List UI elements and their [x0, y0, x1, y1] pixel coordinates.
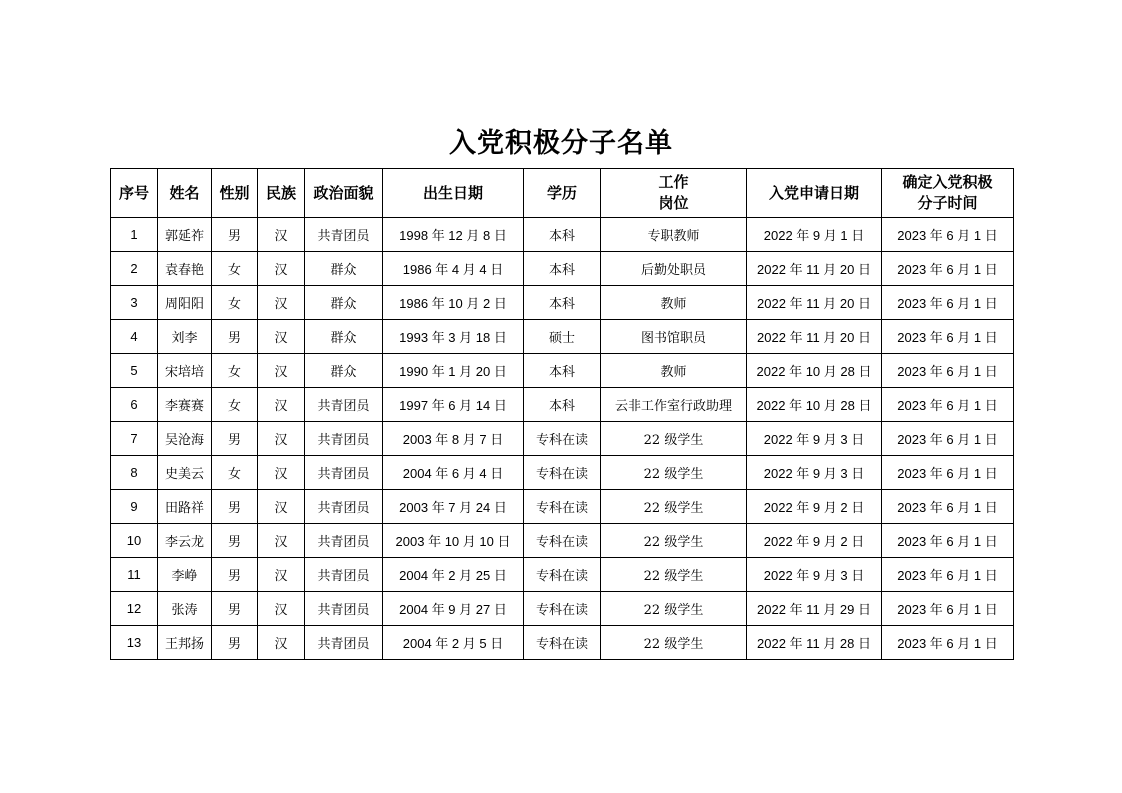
cell-ethnicity: 汉 — [258, 320, 305, 354]
cell-ethnicity: 汉 — [258, 388, 305, 422]
cell-political-status: 共青团员 — [305, 558, 383, 592]
table-row — [111, 218, 1014, 252]
header-name: 姓名 — [158, 169, 212, 218]
cell-confirm-date: 2023 年 6 月 1 日 — [882, 592, 1014, 626]
cell-seq: 11 — [111, 558, 158, 592]
cell-ethnicity: 汉 — [258, 456, 305, 490]
cell-confirm-date: 2023 年 6 月 1 日 — [882, 218, 1014, 252]
header-confirm-date — [882, 169, 1014, 218]
cell-education: 专科在读 — [524, 490, 601, 524]
cell-apply-date: 2022 年 11 月 29 日 — [747, 592, 882, 626]
cell-ethnicity: 汉 — [258, 252, 305, 286]
cell-gender: 女 — [212, 354, 258, 388]
header-education: 学历 — [524, 169, 601, 218]
cell-gender: 男 — [212, 422, 258, 456]
cell-post: 专职教师 — [601, 218, 747, 252]
table-row — [111, 490, 1014, 524]
cell-ethnicity: 汉 — [258, 422, 305, 456]
cell-political-status: 群众 — [305, 286, 383, 320]
table-row — [111, 524, 1014, 558]
cell-name: 刘李 — [158, 320, 212, 354]
cell-political-status: 群众 — [305, 320, 383, 354]
cell-post: 22 级学生 — [601, 490, 747, 524]
header-birth-date: 出生日期 — [383, 169, 524, 218]
cell-ethnicity: 汉 — [258, 490, 305, 524]
cell-political-status: 共青团员 — [305, 422, 383, 456]
header-post — [601, 169, 747, 218]
cell-political-status: 共青团员 — [305, 626, 383, 660]
cell-birth-date: 2004 年 9 月 27 日 — [383, 592, 524, 626]
header-gender: 性别 — [212, 169, 258, 218]
cell-education: 专科在读 — [524, 626, 601, 660]
cell-seq: 1 — [111, 218, 158, 252]
cell-confirm-date: 2023 年 6 月 1 日 — [882, 490, 1014, 524]
cell-political-status: 共青团员 — [305, 456, 383, 490]
cell-post: 22 级学生 — [601, 456, 747, 490]
cell-political-status: 群众 — [305, 354, 383, 388]
cell-seq: 8 — [111, 456, 158, 490]
cell-confirm-date: 2023 年 6 月 1 日 — [882, 422, 1014, 456]
cell-post: 22 级学生 — [601, 422, 747, 456]
cell-seq: 2 — [111, 252, 158, 286]
cell-name: 史美云 — [158, 456, 212, 490]
cell-post: 22 级学生 — [601, 592, 747, 626]
cell-education: 本科 — [524, 388, 601, 422]
header-political-status: 政治面貌 — [305, 169, 383, 218]
table-row — [111, 558, 1014, 592]
cell-gender: 男 — [212, 524, 258, 558]
cell-birth-date: 1986 年 10 月 2 日 — [383, 286, 524, 320]
table-row — [111, 388, 1014, 422]
cell-name: 袁春艳 — [158, 252, 212, 286]
cell-seq: 4 — [111, 320, 158, 354]
cell-political-status: 群众 — [305, 252, 383, 286]
table-row — [111, 422, 1014, 456]
cell-birth-date: 1997 年 6 月 14 日 — [383, 388, 524, 422]
cell-ethnicity: 汉 — [258, 558, 305, 592]
cell-confirm-date: 2023 年 6 月 1 日 — [882, 320, 1014, 354]
table-row — [111, 320, 1014, 354]
cell-birth-date: 1998 年 12 月 8 日 — [383, 218, 524, 252]
cell-confirm-date: 2023 年 6 月 1 日 — [882, 524, 1014, 558]
cell-name: 李赛赛 — [158, 388, 212, 422]
cell-post: 云非工作室行政助理 — [601, 388, 747, 422]
cell-birth-date: 2004 年 6 月 4 日 — [383, 456, 524, 490]
cell-seq: 12 — [111, 592, 158, 626]
table-row — [111, 252, 1014, 286]
cell-gender: 男 — [212, 490, 258, 524]
cell-name: 王邦扬 — [158, 626, 212, 660]
cell-ethnicity: 汉 — [258, 626, 305, 660]
cell-post: 图书馆职员 — [601, 320, 747, 354]
cell-name: 李峥 — [158, 558, 212, 592]
cell-seq: 6 — [111, 388, 158, 422]
cell-gender: 女 — [212, 456, 258, 490]
cell-education: 本科 — [524, 354, 601, 388]
cell-seq: 13 — [111, 626, 158, 660]
cell-post: 22 级学生 — [601, 626, 747, 660]
cell-confirm-date: 2023 年 6 月 1 日 — [882, 286, 1014, 320]
cell-seq: 7 — [111, 422, 158, 456]
cell-gender: 男 — [212, 218, 258, 252]
cell-apply-date: 2022 年 10 月 28 日 — [747, 388, 882, 422]
header-confirm-line2: 分子时间 — [917, 194, 978, 212]
cell-confirm-date: 2023 年 6 月 1 日 — [882, 252, 1014, 286]
header-post-line1: 工作 — [658, 173, 689, 191]
cell-education: 本科 — [524, 252, 601, 286]
cell-name: 宋培培 — [158, 354, 212, 388]
cell-apply-date: 2022 年 9 月 1 日 — [747, 218, 882, 252]
cell-ethnicity: 汉 — [258, 354, 305, 388]
cell-ethnicity: 汉 — [258, 218, 305, 252]
header-post-line2: 岗位 — [658, 194, 689, 212]
header-confirm-line1: 确定入党积极 — [902, 173, 993, 191]
cell-gender: 女 — [212, 388, 258, 422]
cell-ethnicity: 汉 — [258, 286, 305, 320]
cell-birth-date: 2004 年 2 月 25 日 — [383, 558, 524, 592]
cell-confirm-date: 2023 年 6 月 1 日 — [882, 354, 1014, 388]
cell-post: 22 级学生 — [601, 558, 747, 592]
cell-apply-date: 2022 年 11 月 20 日 — [747, 252, 882, 286]
cell-education: 本科 — [524, 218, 601, 252]
activists-table — [110, 168, 1014, 660]
cell-political-status: 共青团员 — [305, 490, 383, 524]
cell-apply-date: 2022 年 9 月 3 日 — [747, 456, 882, 490]
cell-gender: 女 — [212, 286, 258, 320]
cell-gender: 女 — [212, 252, 258, 286]
cell-confirm-date: 2023 年 6 月 1 日 — [882, 558, 1014, 592]
cell-birth-date: 1986 年 4 月 4 日 — [383, 252, 524, 286]
cell-apply-date: 2022 年 9 月 2 日 — [747, 490, 882, 524]
cell-birth-date: 2003 年 8 月 7 日 — [383, 422, 524, 456]
cell-ethnicity: 汉 — [258, 524, 305, 558]
cell-apply-date: 2022 年 9 月 2 日 — [747, 524, 882, 558]
cell-education: 硕士 — [524, 320, 601, 354]
cell-birth-date: 1993 年 3 月 18 日 — [383, 320, 524, 354]
cell-birth-date: 1990 年 1 月 20 日 — [383, 354, 524, 388]
header-row — [111, 169, 1014, 218]
cell-political-status: 共青团员 — [305, 524, 383, 558]
cell-name: 吴沧海 — [158, 422, 212, 456]
cell-confirm-date: 2023 年 6 月 1 日 — [882, 388, 1014, 422]
cell-name: 李云龙 — [158, 524, 212, 558]
table-row — [111, 354, 1014, 388]
cell-education: 专科在读 — [524, 558, 601, 592]
cell-political-status: 共青团员 — [305, 592, 383, 626]
cell-name: 周阳阳 — [158, 286, 212, 320]
cell-post: 教师 — [601, 286, 747, 320]
cell-education: 专科在读 — [524, 524, 601, 558]
cell-apply-date: 2022 年 9 月 3 日 — [747, 422, 882, 456]
cell-seq: 3 — [111, 286, 158, 320]
cell-gender: 男 — [212, 592, 258, 626]
cell-gender: 男 — [212, 320, 258, 354]
cell-post: 22 级学生 — [601, 524, 747, 558]
cell-post: 教师 — [601, 354, 747, 388]
cell-education: 专科在读 — [524, 456, 601, 490]
table-row — [111, 592, 1014, 626]
table-row — [111, 626, 1014, 660]
table-row — [111, 456, 1014, 490]
cell-seq: 9 — [111, 490, 158, 524]
cell-ethnicity: 汉 — [258, 592, 305, 626]
cell-political-status: 共青团员 — [305, 388, 383, 422]
table-body — [111, 218, 1014, 660]
document-title: 入党积极分子名单 — [449, 128, 673, 159]
cell-education: 本科 — [524, 286, 601, 320]
header-seq: 序号 — [111, 169, 158, 218]
cell-gender: 男 — [212, 626, 258, 660]
cell-apply-date: 2022 年 11 月 28 日 — [747, 626, 882, 660]
cell-apply-date: 2022 年 11 月 20 日 — [747, 320, 882, 354]
cell-confirm-date: 2023 年 6 月 1 日 — [882, 456, 1014, 490]
cell-confirm-date: 2023 年 6 月 1 日 — [882, 626, 1014, 660]
cell-apply-date: 2022 年 9 月 3 日 — [747, 558, 882, 592]
header-apply-date: 入党申请日期 — [747, 169, 882, 218]
header-ethnicity: 民族 — [258, 169, 305, 218]
table-row — [111, 286, 1014, 320]
cell-name: 郭延祚 — [158, 218, 212, 252]
cell-birth-date: 2004 年 2 月 5 日 — [383, 626, 524, 660]
cell-birth-date: 2003 年 7 月 24 日 — [383, 490, 524, 524]
cell-name: 田路祥 — [158, 490, 212, 524]
cell-apply-date: 2022 年 11 月 20 日 — [747, 286, 882, 320]
cell-gender: 男 — [212, 558, 258, 592]
cell-birth-date: 2003 年 10 月 10 日 — [383, 524, 524, 558]
cell-post: 后勤处职员 — [601, 252, 747, 286]
cell-education: 专科在读 — [524, 422, 601, 456]
cell-apply-date: 2022 年 10 月 28 日 — [747, 354, 882, 388]
cell-seq: 10 — [111, 524, 158, 558]
cell-political-status: 共青团员 — [305, 218, 383, 252]
cell-name: 张涛 — [158, 592, 212, 626]
cell-education: 专科在读 — [524, 592, 601, 626]
cell-seq: 5 — [111, 354, 158, 388]
